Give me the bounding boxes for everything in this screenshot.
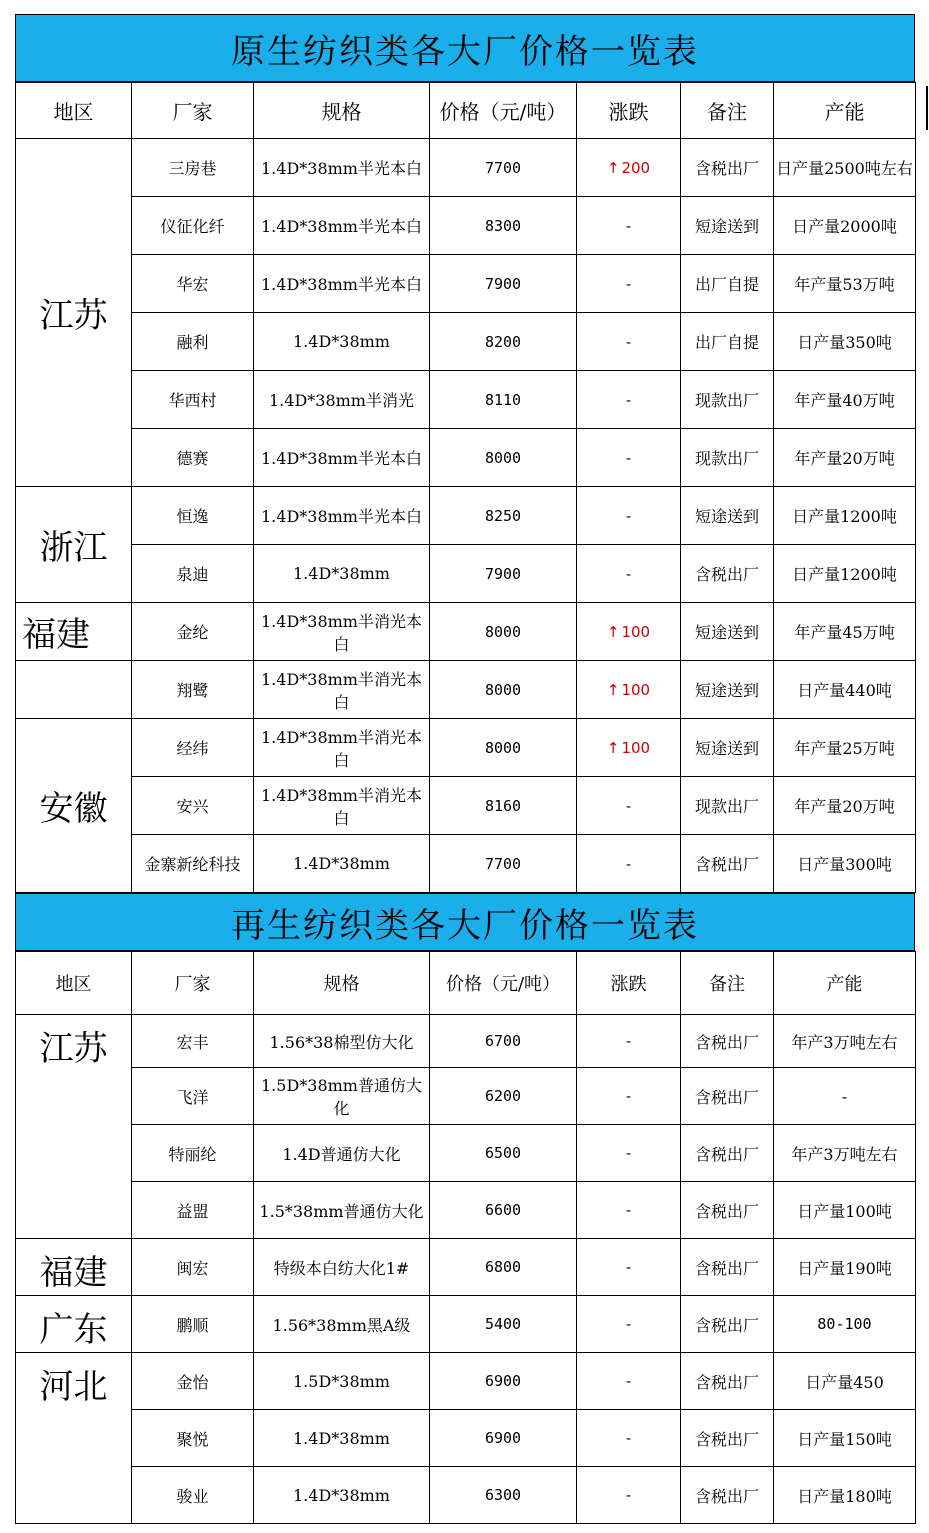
table-row <box>16 1015 916 1068</box>
maker-cell: 聚悦 <box>132 1410 254 1467</box>
table-row <box>16 371 916 429</box>
change-cell: - <box>577 1239 681 1296</box>
capacity-cell: 日产量300吨 <box>774 835 916 893</box>
spec-cell: 1.5D*38mm普通仿大化 <box>254 1068 430 1125</box>
capacity-cell: - <box>774 1068 916 1125</box>
region-cell-jiangsu: 江苏 <box>16 139 132 487</box>
header-region: 地区 <box>16 952 132 1015</box>
note-cell: 含税出厂 <box>681 1015 774 1068</box>
note-cell: 出厂自提 <box>681 313 774 371</box>
capacity-cell: 日产量1200吨 <box>774 487 916 545</box>
region-cell-jiangsu: 江苏 <box>16 1015 132 1239</box>
region-cell-fujian: 福建 <box>16 603 132 661</box>
spec-cell: 1.4D普通仿大化 <box>254 1125 430 1182</box>
table-row <box>16 429 916 487</box>
capacity-cell: 年产3万吨左右 <box>774 1125 916 1182</box>
change-cell: - <box>577 835 681 893</box>
capacity-cell: 日产量450 <box>774 1353 916 1410</box>
price-cell: 6500 <box>430 1125 577 1182</box>
maker-cell: 金寨新纶科技 <box>132 835 254 893</box>
spec-cell: 1.4D*38mm半消光本白 <box>254 603 430 661</box>
region-cell-hebei: 河北 <box>16 1353 132 1524</box>
up-arrow-icon: ↑ <box>606 622 620 641</box>
maker-cell: 飞洋 <box>132 1068 254 1125</box>
spec-cell: 1.4D*38mm半消光本白 <box>254 661 430 719</box>
change-cell: - <box>577 1125 681 1182</box>
note-cell: 含税出厂 <box>681 545 774 603</box>
price-cell: 6900 <box>430 1410 577 1467</box>
capacity-cell: 80-100 <box>774 1296 916 1353</box>
table-row <box>16 1182 916 1239</box>
change-cell: - <box>577 1467 681 1524</box>
note-cell: 短途送到 <box>681 197 774 255</box>
capacity-cell: 日产量440吨 <box>774 661 916 719</box>
price-cell: 6800 <box>430 1239 577 1296</box>
table-row <box>16 1068 916 1125</box>
change-value: 200 <box>621 158 651 177</box>
maker-cell: 特丽纶 <box>132 1125 254 1182</box>
capacity-cell: 年产量45万吨 <box>774 603 916 661</box>
note-cell: 含税出厂 <box>681 1182 774 1239</box>
header-price: 价格（元/吨） <box>430 83 577 139</box>
note-cell: 含税出厂 <box>681 1068 774 1125</box>
section1-table <box>15 82 916 893</box>
change-cell: - <box>577 1068 681 1125</box>
spec-cell: 1.4D*38mm半消光本白 <box>254 719 430 777</box>
header-spec: 规格 <box>254 952 430 1015</box>
header-change: 涨跌 <box>577 952 681 1015</box>
price-cell: 7700 <box>430 835 577 893</box>
price-cell: 7900 <box>430 255 577 313</box>
maker-cell: 金纶 <box>132 603 254 661</box>
price-cell: 6900 <box>430 1353 577 1410</box>
table-row <box>16 197 916 255</box>
maker-cell: 金怡 <box>132 1353 254 1410</box>
capacity-cell: 日产量180吨 <box>774 1467 916 1524</box>
capacity-cell: 年产量20万吨 <box>774 777 916 835</box>
maker-cell: 宏丰 <box>132 1015 254 1068</box>
change-cell <box>577 719 681 777</box>
up-arrow-icon: ↑ <box>606 158 620 177</box>
header-maker: 厂家 <box>132 952 254 1015</box>
header-maker: 厂家 <box>132 83 254 139</box>
table-row <box>16 1353 916 1410</box>
spec-cell: 1.4D*38mm <box>254 1410 430 1467</box>
price-cell: 6700 <box>430 1015 577 1068</box>
note-cell: 现款出厂 <box>681 429 774 487</box>
price-sheet <box>15 14 915 1524</box>
note-cell: 含税出厂 <box>681 1410 774 1467</box>
header-price: 价格（元/吨） <box>430 952 577 1015</box>
header-region: 地区 <box>16 83 132 139</box>
change-cell: - <box>577 313 681 371</box>
maker-cell: 鹏顺 <box>132 1296 254 1353</box>
table-row <box>16 1239 916 1296</box>
maker-cell: 华宏 <box>132 255 254 313</box>
capacity-cell: 年产量25万吨 <box>774 719 916 777</box>
note-cell: 短途送到 <box>681 603 774 661</box>
change-cell: - <box>577 197 681 255</box>
capacity-cell: 年产3万吨左右 <box>774 1015 916 1068</box>
maker-cell: 仪征化纤 <box>132 197 254 255</box>
capacity-cell: 日产量150吨 <box>774 1410 916 1467</box>
region-cell-guangdong: 广东 <box>16 1296 132 1353</box>
price-cell: 5400 <box>430 1296 577 1353</box>
note-cell: 含税出厂 <box>681 1239 774 1296</box>
spec-cell: 1.4D*38mm半消光 <box>254 371 430 429</box>
note-cell: 现款出厂 <box>681 371 774 429</box>
change-cell <box>577 661 681 719</box>
section2-title: 再生纺织类各大厂价格一览表 <box>15 893 915 951</box>
change-value: 100 <box>621 738 651 757</box>
stray-border-line <box>926 86 928 130</box>
maker-cell: 安兴 <box>132 777 254 835</box>
spec-cell: 1.56*38mm黑A级 <box>254 1296 430 1353</box>
note-cell: 含税出厂 <box>681 139 774 197</box>
price-cell: 8000 <box>430 429 577 487</box>
spec-cell: 1.4D*38mm半光本白 <box>254 197 430 255</box>
price-cell: 8000 <box>430 603 577 661</box>
change-cell: - <box>577 777 681 835</box>
note-cell: 出厂自提 <box>681 255 774 313</box>
table-row <box>16 1296 916 1353</box>
note-cell: 含税出厂 <box>681 1467 774 1524</box>
table-row <box>16 661 916 719</box>
note-cell: 现款出厂 <box>681 777 774 835</box>
price-cell: 7900 <box>430 545 577 603</box>
price-cell: 8200 <box>430 313 577 371</box>
region-cell-anhui: 安徽 <box>16 719 132 893</box>
capacity-cell: 日产量1200吨 <box>774 545 916 603</box>
price-cell: 8000 <box>430 661 577 719</box>
maker-cell: 益盟 <box>132 1182 254 1239</box>
price-cell: 8250 <box>430 487 577 545</box>
table-row <box>16 255 916 313</box>
maker-cell: 恒逸 <box>132 487 254 545</box>
note-cell: 短途送到 <box>681 661 774 719</box>
spec-cell: 1.4D*38mm <box>254 1467 430 1524</box>
up-arrow-icon: ↑ <box>606 680 620 699</box>
capacity-cell: 日产量2000吨 <box>774 197 916 255</box>
up-arrow-icon: ↑ <box>606 738 620 757</box>
maker-cell: 融利 <box>132 313 254 371</box>
note-cell: 含税出厂 <box>681 1125 774 1182</box>
maker-cell: 骏业 <box>132 1467 254 1524</box>
region-cell-zhejiang: 浙江 <box>16 487 132 603</box>
table-row <box>16 1410 916 1467</box>
spec-cell: 1.4D*38mm <box>254 835 430 893</box>
change-value: 100 <box>621 680 651 699</box>
price-cell: 6600 <box>430 1182 577 1239</box>
change-cell <box>577 603 681 661</box>
spec-cell: 1.4D*38mm <box>254 313 430 371</box>
header-change: 涨跌 <box>577 83 681 139</box>
price-cell: 6200 <box>430 1068 577 1125</box>
change-cell: - <box>577 545 681 603</box>
capacity-cell: 年产量20万吨 <box>774 429 916 487</box>
header-note: 备注 <box>681 83 774 139</box>
change-cell: - <box>577 1410 681 1467</box>
section1-header-row <box>16 83 916 139</box>
note-cell: 短途送到 <box>681 719 774 777</box>
change-cell: - <box>577 1182 681 1239</box>
header-capacity: 产能 <box>774 83 916 139</box>
spec-cell: 1.4D*38mm半光本白 <box>254 487 430 545</box>
maker-cell: 闽宏 <box>132 1239 254 1296</box>
price-cell: 8110 <box>430 371 577 429</box>
price-cell: 8300 <box>430 197 577 255</box>
capacity-cell: 日产量100吨 <box>774 1182 916 1239</box>
capacity-cell: 日产量2500吨左右 <box>774 139 916 197</box>
change-cell: - <box>577 1353 681 1410</box>
table-row <box>16 487 916 545</box>
table-row <box>16 139 916 197</box>
table-row <box>16 1467 916 1524</box>
maker-cell: 经纬 <box>132 719 254 777</box>
price-cell: 7700 <box>430 139 577 197</box>
spec-cell: 1.56*38棉型仿大化 <box>254 1015 430 1068</box>
table-row <box>16 777 916 835</box>
maker-cell: 泉迪 <box>132 545 254 603</box>
capacity-cell: 年产量53万吨 <box>774 255 916 313</box>
capacity-cell: 日产量190吨 <box>774 1239 916 1296</box>
price-cell: 8160 <box>430 777 577 835</box>
change-cell: - <box>577 429 681 487</box>
table-row <box>16 545 916 603</box>
spec-cell: 1.4D*38mm半光本白 <box>254 429 430 487</box>
maker-cell: 德赛 <box>132 429 254 487</box>
note-cell: 含税出厂 <box>681 1296 774 1353</box>
header-note: 备注 <box>681 952 774 1015</box>
header-spec: 规格 <box>254 83 430 139</box>
section2-header-row <box>16 952 916 1015</box>
header-capacity: 产能 <box>774 952 916 1015</box>
note-cell: 含税出厂 <box>681 1353 774 1410</box>
change-cell: - <box>577 1015 681 1068</box>
change-cell: - <box>577 487 681 545</box>
table-row <box>16 603 916 661</box>
change-cell: - <box>577 255 681 313</box>
note-cell: 含税出厂 <box>681 835 774 893</box>
maker-cell: 华西村 <box>132 371 254 429</box>
maker-cell: 三房巷 <box>132 139 254 197</box>
table-row <box>16 719 916 777</box>
region-cell-fujian: 福建 <box>16 1239 132 1296</box>
spec-cell: 1.5*38mm普通仿大化 <box>254 1182 430 1239</box>
spec-cell: 1.4D*38mm半消光本白 <box>254 777 430 835</box>
capacity-cell: 日产量350吨 <box>774 313 916 371</box>
price-cell: 6300 <box>430 1467 577 1524</box>
spec-cell: 特级本白纺大化1# <box>254 1239 430 1296</box>
change-cell: - <box>577 371 681 429</box>
note-cell: 短途送到 <box>681 487 774 545</box>
spec-cell: 1.5D*38mm <box>254 1353 430 1410</box>
change-cell <box>577 139 681 197</box>
table-row <box>16 835 916 893</box>
section1-title: 原生纺织类各大厂价格一览表 <box>15 14 915 82</box>
section2-table <box>15 951 916 1524</box>
table-row <box>16 1125 916 1182</box>
region-cell-empty <box>16 661 132 719</box>
spec-cell: 1.4D*38mm半光本白 <box>254 255 430 313</box>
capacity-cell: 年产量40万吨 <box>774 371 916 429</box>
spec-cell: 1.4D*38mm <box>254 545 430 603</box>
maker-cell: 翔鹭 <box>132 661 254 719</box>
price-cell: 8000 <box>430 719 577 777</box>
table-row <box>16 313 916 371</box>
change-value: 100 <box>621 622 651 641</box>
change-cell: - <box>577 1296 681 1353</box>
spec-cell: 1.4D*38mm半光本白 <box>254 139 430 197</box>
